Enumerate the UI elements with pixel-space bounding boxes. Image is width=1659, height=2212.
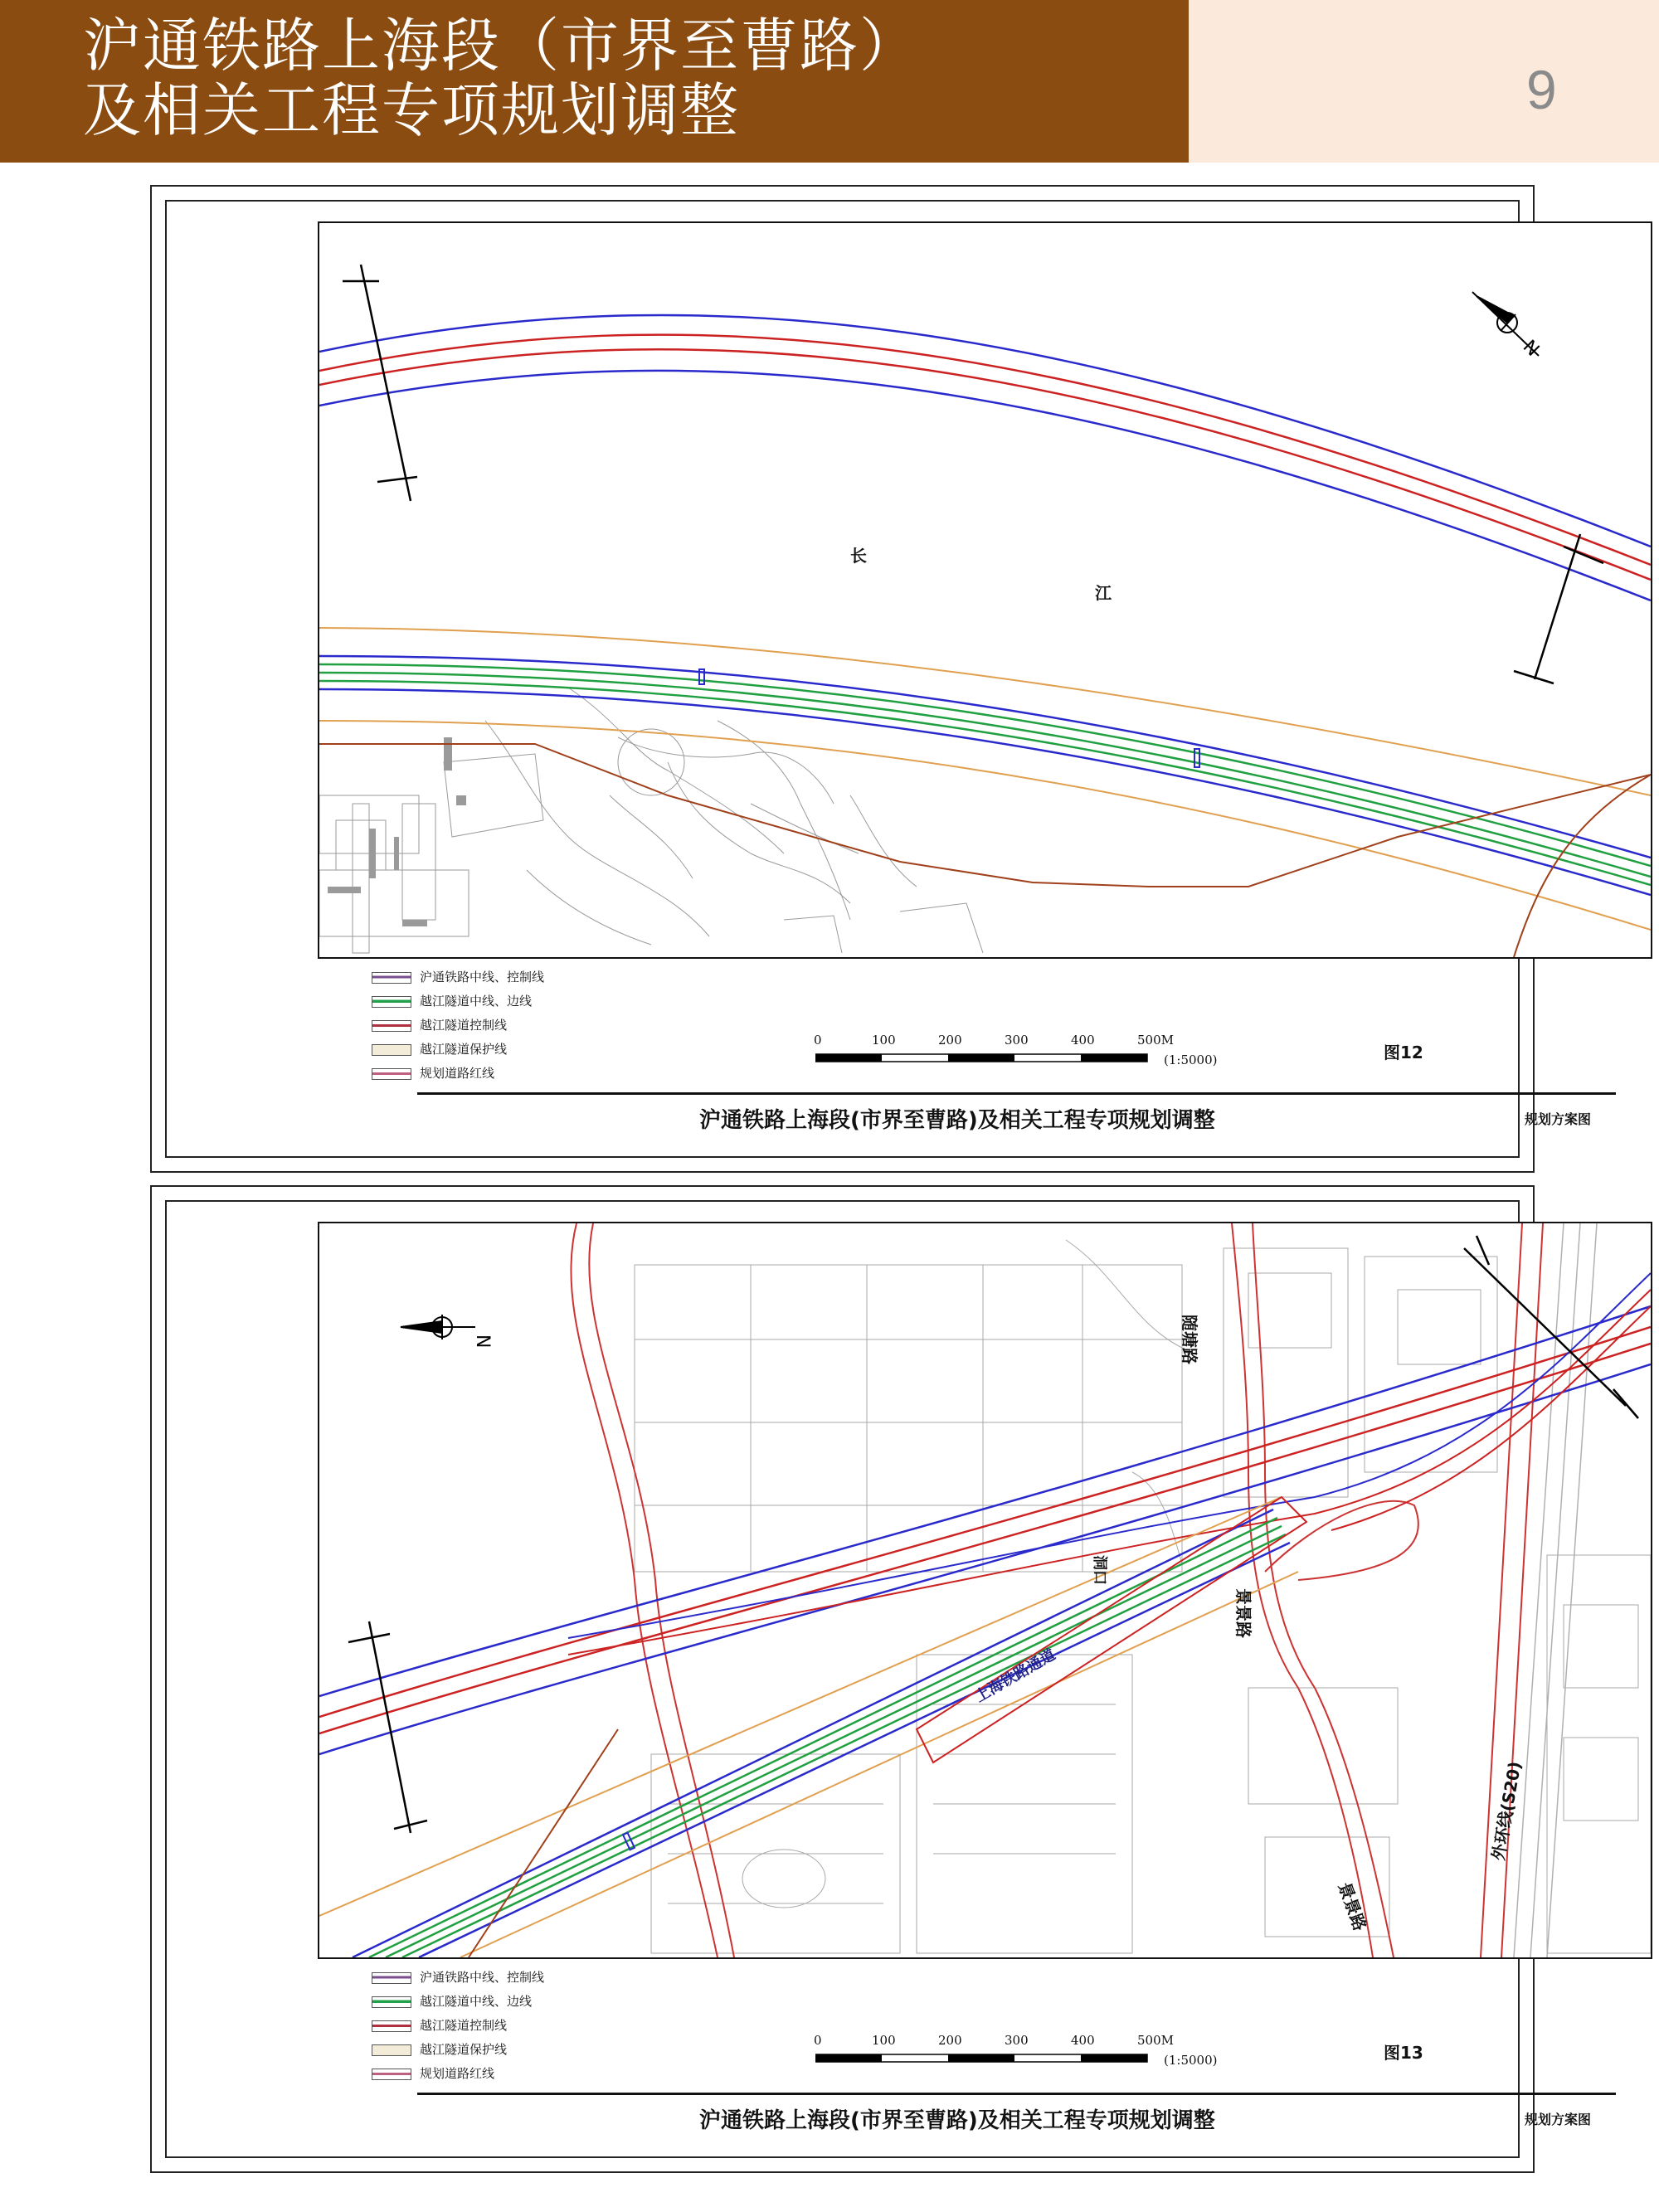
legend-swatch-railway [372,972,411,984]
river-boundary [571,1223,1543,1957]
legend-swatch-tunnel-control-2 [372,2020,411,2032]
north-arrow-icon [1472,292,1543,361]
legend-label-road-2: 规划道路红线 [420,2066,495,2081]
map-drawing-12 [319,223,1651,957]
road-label-north: 随塘路 [1180,1315,1199,1364]
sheet-type-2: 规划方案图 [1525,2112,1592,2127]
legend-label-railway: 沪通铁路中线、控制线 [420,970,545,984]
scale-tick-500: 500M [1137,1033,1174,1048]
title-rule-2 [417,2093,1616,2095]
title-rule-1 [417,1092,1616,1095]
station-label: 上海铁路通道 [972,1646,1059,1706]
scale-tick-100-2: 100 [872,2033,896,2048]
page-number: 9 [1526,59,1557,120]
scale-tick-400-2: 400 [1071,2033,1095,2048]
legend-label-tunnel-protect-2: 越江隧道保护线 [420,2042,508,2057]
scale-bar-graphic-2 [815,2053,1155,2064]
portal-label: 洞口 [1091,1555,1108,1585]
map-figure-12 [318,221,1652,959]
urban-dots [328,737,466,926]
scale-tick-0: 0 [814,1033,822,1048]
road-label-jingjing: 景景路 [1233,1588,1253,1638]
riverbank-line [319,744,1651,957]
map-drawing-13 [319,1223,1651,1957]
figure-label-13: 图13 [1384,2043,1423,2063]
ring-road [1514,1223,1597,1957]
road-line [469,1729,618,1957]
scale-tick-200-2: 200 [938,2033,962,2048]
legend-swatch-railway-2 [372,1972,411,1984]
scale-ratio-1: (1:5000) [1164,1053,1218,1067]
legend-swatch-tunnel-protect-2 [372,2044,411,2056]
header-banner [0,0,1189,163]
scale-bar-graphic-1 [815,1053,1155,1064]
legend-label-tunnel-protect: 越江隧道保护线 [420,1042,508,1057]
legend-label-tunnel-control: 越江隧道控制线 [420,1018,508,1033]
section-lines [343,265,1603,683]
scale-tick-0-2: 0 [814,2033,822,2048]
svg-text:N: N [472,1334,493,1349]
legend-label-tunnel-control-2: 越江隧道控制线 [420,2018,508,2033]
legend-swatch-tunnel-center [372,996,411,1008]
river-label-b: 江 [1095,583,1112,603]
scale-tick-300: 300 [1005,1033,1029,1048]
scale-tick-500-2: 500M [1137,2033,1174,2048]
header-page-area [1189,0,1659,163]
plan-sheet-1 [150,185,1592,1173]
map-figure-13 [318,1222,1652,1959]
scale-tick-300-2: 300 [1005,2033,1029,2048]
document-title: 沪通铁路上海段（市界至曹路） 及相关工程专项规划调整 [83,12,919,144]
river-label-a: 长 [850,546,867,566]
legend-swatch-tunnel-control [372,1020,411,1032]
urban-blocks [319,688,983,953]
legend-swatch-tunnel-center-2 [372,1996,411,2008]
scale-tick-400: 400 [1071,1033,1095,1048]
scale-tick-100: 100 [872,1033,896,1048]
legend-swatch-road-2 [372,2069,411,2080]
scale-tick-200: 200 [938,1033,962,1048]
railway-curve [319,315,1651,600]
scale-ratio-2: (1:5000) [1164,2053,1218,2068]
tunnel-alignment [319,1497,1306,1957]
legend-label-tunnel-center: 越江隧道中线、边线 [420,994,533,1009]
legend-label-railway-2: 沪通铁路中线、控制线 [420,1970,545,1985]
legend-swatch-road [372,1068,411,1080]
section-lines-2 [348,1236,1638,1833]
north-arrow-icon-2 [401,1315,493,1348]
sheet-title-1: 沪通铁路上海段(市界至曹路)及相关工程专项规划调整 [699,1108,1215,1133]
sheet-title-2: 沪通铁路上海段(市界至曹路)及相关工程专项规划调整 [699,2108,1215,2133]
svg-text:N: N [1518,336,1544,361]
tunnel-corridor [319,628,1651,930]
figure-label-12: 图12 [1384,1043,1423,1062]
legend-label-tunnel-center-2: 越江隧道中线、边线 [420,1994,533,2009]
road-label-shengjing: 景景路 [1334,1879,1370,1933]
sheet-type-1: 规划方案图 [1525,1111,1592,1127]
plan-sheet-2 [150,1185,1592,2173]
legend-swatch-tunnel-protect [372,1044,411,1056]
ring-road-label: 外环线(S20) [1487,1759,1525,1862]
legend-label-road: 规划道路红线 [420,1066,495,1081]
